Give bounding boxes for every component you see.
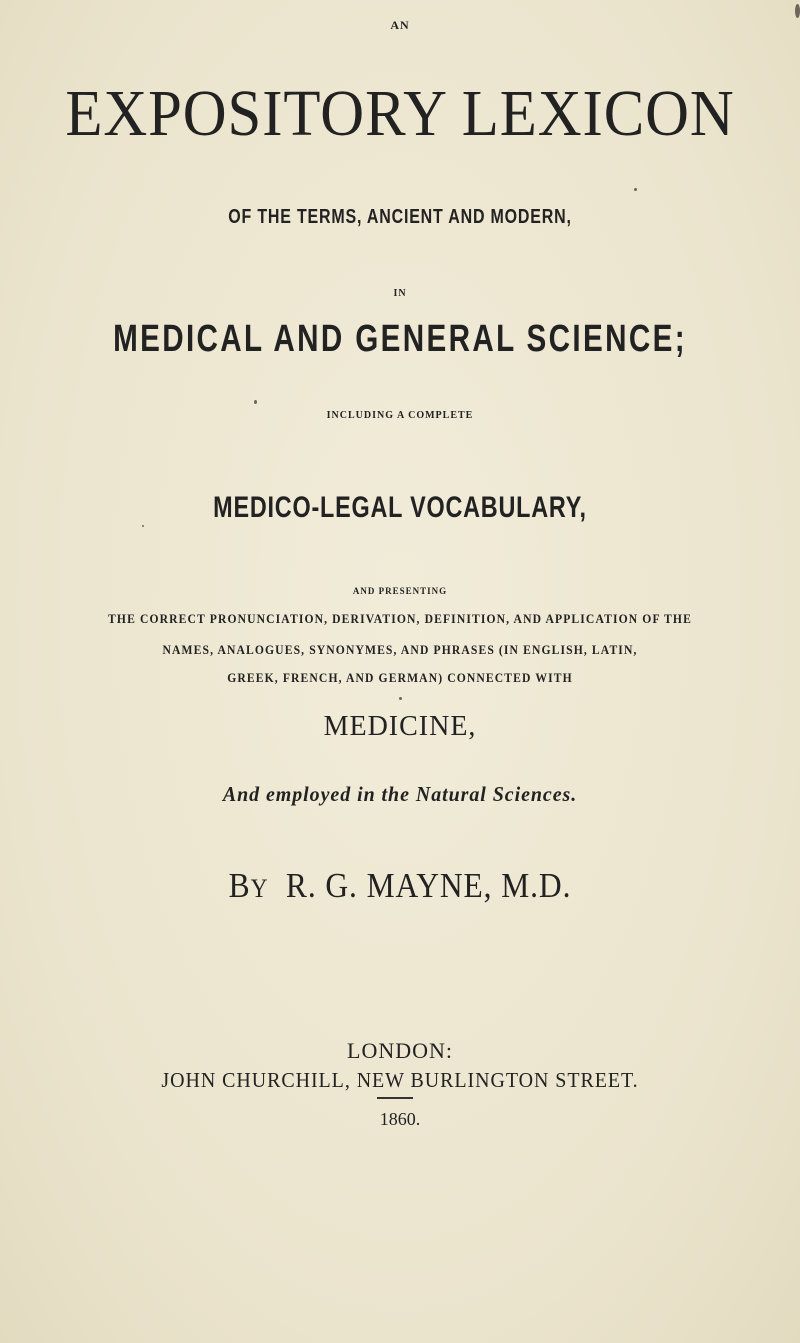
page-edge-mark (795, 4, 800, 18)
subtitle-terms: OF THE TERMS, ANCIENT AND MODERN, (228, 206, 572, 228)
description-line: NAMES, ANALOGUES, SYNONYMES, AND PHRASES (IN ENGLISH, LATIN, (162, 643, 638, 657)
description-line: THE CORRECT PRONUNCIATION, DERIVATION, DEFINITION, AND APPLICATION OF THE (108, 612, 692, 626)
subject-field: MEDICAL AND GENERAL SCIENCE; (113, 318, 687, 360)
imprint-rule (377, 1097, 413, 1099)
imprint-city: LONDON: (347, 1038, 453, 1063)
medicine-heading: MEDICINE, (323, 711, 477, 742)
author-line (40, 866, 760, 906)
ink-speck (399, 697, 402, 700)
vocabulary-heading: MEDICO-LEGAL VOCABULARY, (213, 491, 587, 524)
connector-in: IN (393, 288, 407, 299)
blackletter-line: And employed in the Natural Sciences. (222, 782, 578, 806)
connector-including: INCLUDING A COMPLETE (326, 410, 474, 421)
publication-year: 1860. (379, 1109, 421, 1129)
author-name: R. G. MAYNE, M.D. (285, 866, 572, 905)
book-title: EXPOSITORY LEXICON (65, 77, 735, 150)
author-by-initial: B (228, 866, 251, 905)
ink-speck (254, 400, 257, 404)
description-line: GREEK, FRENCH, AND GERMAN) CONNECTED WITH (227, 671, 573, 685)
ink-speck (634, 188, 637, 191)
author-by-rest: Y (250, 874, 269, 903)
ink-speck (142, 525, 144, 527)
connector-presenting: AND PRESENTING (352, 586, 448, 596)
publisher-line: JOHN CHURCHILL, NEW BURLINGTON STREET. (161, 1068, 639, 1092)
article-an: AN (390, 18, 410, 32)
